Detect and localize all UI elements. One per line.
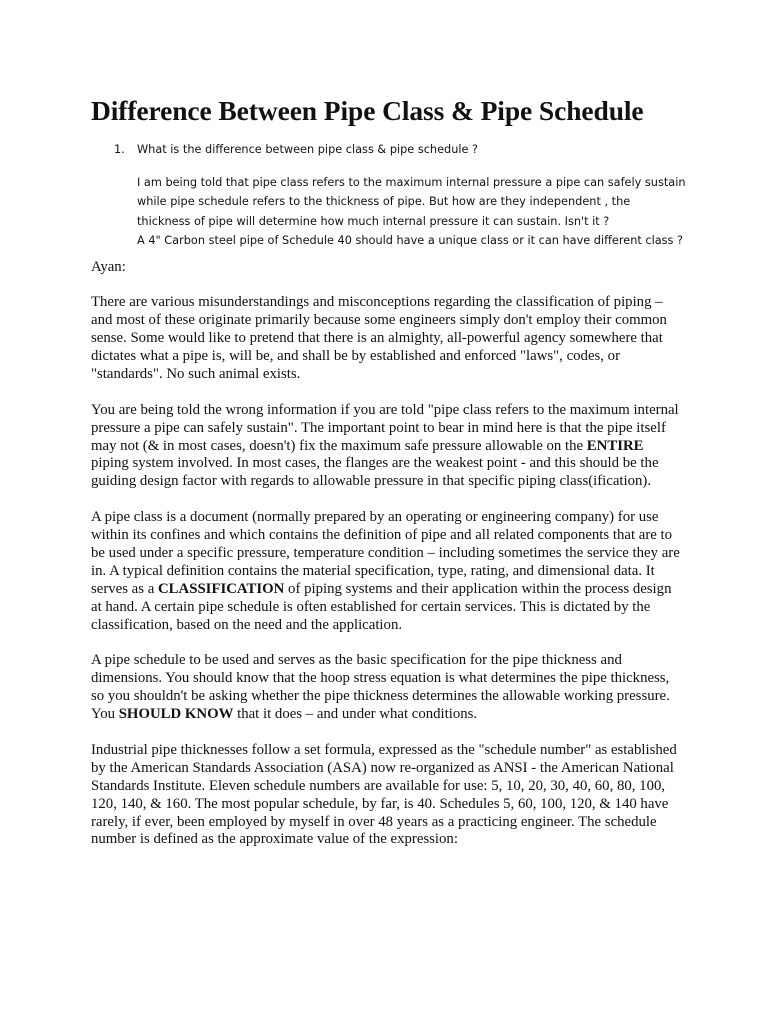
paragraph-pipe-class: [91, 509, 681, 634]
paragraph-text: You are being told the wrong information if you are told "pipe class refers to the maximum internal pressure a pipe can safely sustain". The important point to bear in mind here is that the pipe itself may not (& in most cases, doesn't) fix the maximum safe pressure allowable on the: [91, 401, 679, 454]
question-line: I am being told that pipe class refers to the maximum internal pressure a pipe can safely sustain: [137, 175, 686, 189]
paragraph-text: A pipe schedule to be used and serves as the basic specification for the pipe thickness and dimensions. You should know that the hoop stress equation is what determines the pipe thickness, so you shouldn't be asking whether the pipe thickness determines the allowable working pressure. You: [91, 652, 670, 723]
question-block: [91, 140, 686, 251]
paragraph-text: A pipe class is a document (normally prepared by an operating or engineering company) for use within its confines and which contains the definition of pipe and all related components that are to be used under a specific pressure, temperature condition – including sometimes the service they are in. A typical definition contains the material specification, type, rating, and dimensional data. It serves as a: [91, 509, 680, 597]
question-details: [91, 173, 686, 251]
paragraph-text: piping system involved. In most cases, the flanges are the weakest point - and this should be the guiding design factor with regards to allowable pressure in that specific piping class(ification).: [91, 455, 659, 490]
question-heading: What is the difference between pipe class & pipe schedule ?: [137, 143, 479, 156]
paragraph-pipe-schedule: [91, 652, 681, 724]
paragraph-misconceptions: There are various misunderstandings and misconceptions regarding the classification of piping – and most of these originate primarily because some engineers simply don't employ their common sense. Some would like to pretend that there is an almighty, all-powerful agency somewhere that dictates what a pipe is, will be, and shall be by established and enforced "laws", codes, or "standards". No such animal exists.: [91, 294, 667, 382]
answer-body: [91, 259, 681, 850]
salutation: Ayan:: [91, 258, 126, 275]
question-line: thickness of pipe will determine how much internal pressure it can sustain. Isn't it ?: [137, 214, 610, 228]
paragraph-text: of piping systems and their application within the process design at hand. A certain pipe schedule is often established for certain services. This is dictated by the classification, based on the need and the application.: [91, 580, 672, 633]
question-line: A 4" Carbon steel pipe of Schedule 40 should have a unique class or it can have different class ?: [137, 234, 684, 247]
emphasis-entire: ENTIRE: [586, 437, 644, 454]
question-number: 1.: [114, 143, 125, 156]
emphasis-should-know: SHOULD KNOW: [118, 706, 234, 723]
paragraph-wrong-information: [91, 402, 681, 492]
document-page: [91, 94, 686, 867]
page-title: Difference Between Pipe Class & Pipe Schedule: [91, 95, 644, 126]
paragraph-schedule-numbers: Industrial pipe thicknesses follow a set formula, expressed as the "schedule number" as established by the American Standards Association (ASA) now re-organized as ANSI - the American National Standards Institute. Eleven schedule numbers are available for use: 5, 10, 20, 30, 40, 60, 80, 100, 120, 140, & 160. The most popular schedule, by far, is 40. Schedules 5, 60, 100, 120, & 140 have rarely, if ever, been employed by myself in over 48 years as a practicing engineer. The schedule number is defined as the approximate value of the expression:: [91, 741, 677, 848]
question-item: [91, 140, 681, 160]
emphasis-classification: CLASSIFICATION: [157, 580, 285, 597]
paragraph-text: that it does – and under what conditions.: [233, 706, 478, 723]
question-line: while pipe schedule refers to the thickness of pipe. But how are they independent , the: [137, 195, 631, 208]
